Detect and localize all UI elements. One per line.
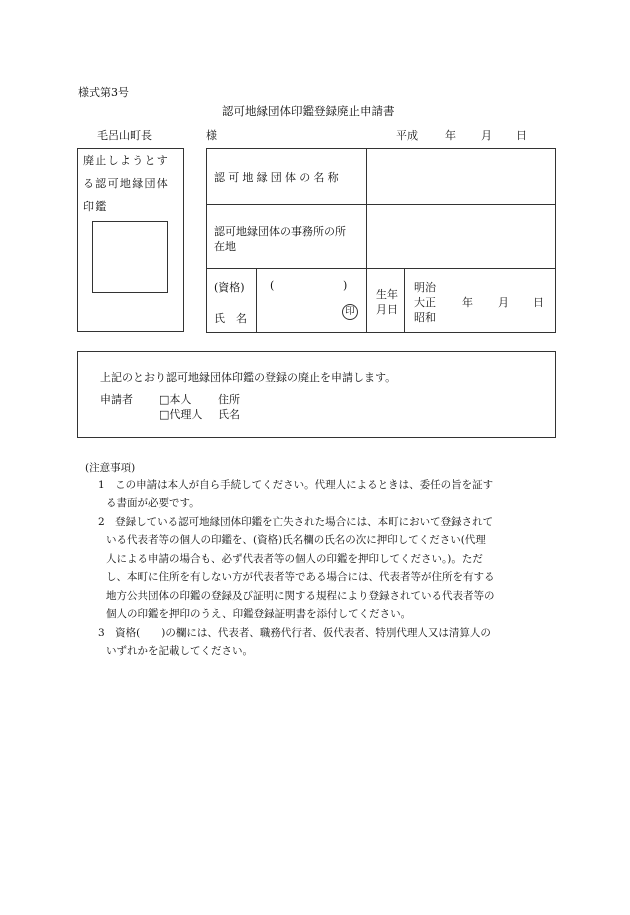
seal-box-label-line3: 印鑑 — [83, 200, 108, 213]
applicant-address-label: 住所 — [218, 393, 240, 406]
representative-name-field[interactable] — [262, 304, 340, 326]
org-office-address-field[interactable] — [368, 206, 554, 267]
org-name-label: 認可地縁団体の名称 — [214, 171, 342, 184]
option-self-checkbox[interactable]: □本人 — [159, 393, 192, 406]
birth-label-line2: 月日 — [376, 303, 398, 316]
org-office-label-line2: 在地 — [214, 240, 236, 253]
note-line: 人による申請の場合も、必ず代表者等の個人の印鑑を押印してください。)。ただ — [106, 553, 483, 565]
birth-label-line1: 生年 — [376, 288, 398, 301]
application-statement: 上記のとおり認可地縁団体印鑑の登録の廃止を申請します。 — [100, 371, 397, 384]
note-line: し、本町に住所を有しない方が代表者等である場合には、代表者等が住所を有する — [106, 571, 495, 583]
era-taisho[interactable]: 大正 — [414, 296, 436, 309]
representative-name-label: 氏 名 — [214, 312, 247, 325]
date-era: 平成 — [396, 129, 418, 142]
note-line: 2 登録している認可地縁団体印鑑を亡失された場合には、本町において登録されて — [98, 516, 494, 528]
note-line: 3 資格( )の欄には、代表者、職務代行者、仮代表者、特別代理人又は清算人の — [98, 627, 491, 639]
seal-impression-area[interactable] — [92, 221, 168, 293]
applicant-address-field[interactable] — [248, 389, 548, 403]
note-line: 個人の印鑑を押印のうえ、印鑑登録証明書を添付してください。 — [106, 608, 412, 620]
recipient-honorific: 様 — [206, 129, 217, 142]
era-showa[interactable]: 昭和 — [414, 311, 436, 324]
applicant-label: 申請者 — [100, 393, 133, 406]
form-number: 様式第3号 — [78, 86, 129, 99]
birth-month-label: 月 — [498, 296, 509, 309]
qualification-label: (資格) — [214, 281, 245, 294]
seal-box-label-line1: 廃止しようとす — [83, 154, 170, 167]
recipient-name: 毛呂山町長 — [97, 129, 152, 142]
seal-box-label-line2: る認可地縁団体 — [83, 177, 170, 190]
date-day-label: 日 — [516, 129, 527, 142]
birth-year-label: 年 — [462, 296, 473, 309]
option-agent-checkbox[interactable]: □代理人 — [159, 408, 203, 421]
applicant-name-field[interactable] — [248, 404, 548, 418]
note-line: いずれかを記載してください。 — [106, 645, 253, 657]
date-year-label: 年 — [445, 129, 456, 142]
qualification-paren-close: ) — [343, 279, 348, 292]
era-meiji[interactable]: 明治 — [414, 281, 436, 294]
note-line: いる代表者等の個人の印鑑を、(資格)氏名欄の氏名の次に押印してください(代理 — [106, 534, 486, 546]
qualification-paren-open: ( — [270, 279, 275, 292]
birth-day-label: 日 — [533, 296, 544, 309]
date-month-label: 月 — [481, 129, 492, 142]
note-line: 地方公共団体の印鑑の登録及び証明に関する規程により登録されている代表者等の — [106, 590, 495, 602]
org-name-field[interactable] — [368, 150, 554, 203]
applicant-name-label: 氏名 — [218, 408, 240, 421]
qualification-field[interactable] — [278, 277, 340, 293]
note-line: る書面が必要です。 — [106, 497, 200, 509]
note-line: 1 この申請は本人が自ら手続してください。代理人によるときは、委任の旨を証す — [98, 479, 494, 491]
org-office-label-line1: 認可地縁団体の事務所の所 — [214, 225, 346, 238]
page-title: 認可地縁団体印鑑登録廃止申請書 — [222, 104, 395, 118]
seal-mark: 印 — [342, 304, 358, 320]
notes-heading: (注意事項) — [85, 462, 136, 474]
